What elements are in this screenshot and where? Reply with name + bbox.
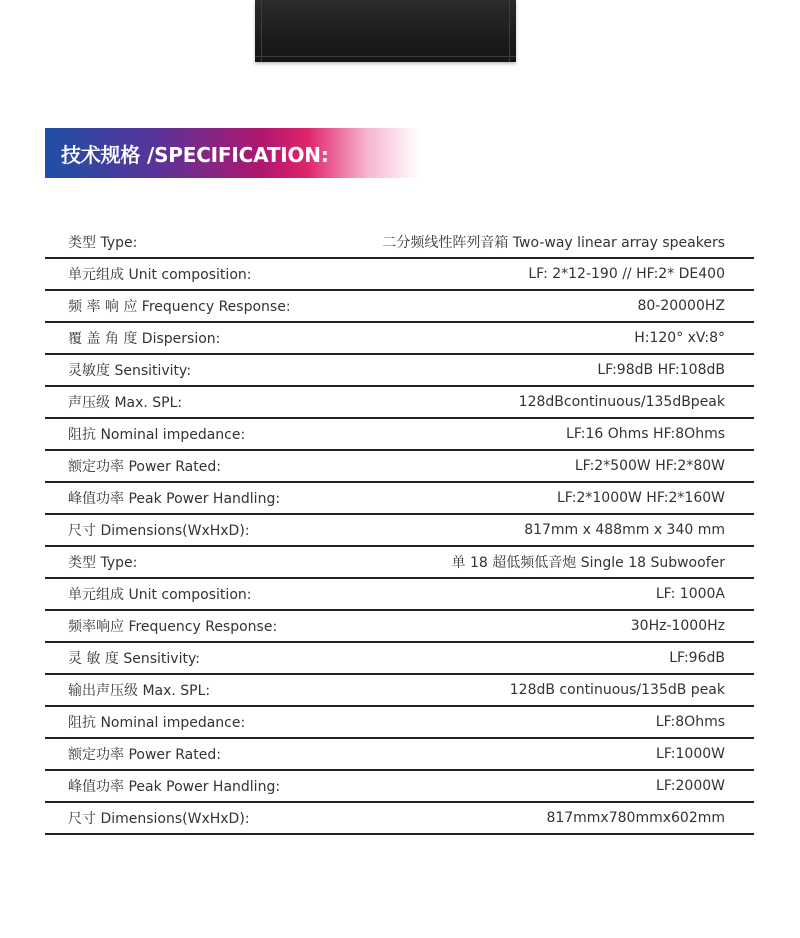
spec-row bbox=[45, 611, 754, 643]
spec-row bbox=[45, 547, 754, 579]
spec-row bbox=[45, 771, 754, 803]
spec-row bbox=[45, 803, 754, 835]
spec-label: 灵敏度 Sensitivity: bbox=[68, 363, 192, 379]
spec-header-banner bbox=[45, 128, 420, 178]
spec-label: 单元组成 Unit composition: bbox=[68, 587, 252, 603]
spec-row bbox=[45, 387, 754, 419]
spec-value: LF:2*1000W HF:2*160W bbox=[557, 490, 725, 506]
spec-label: 单元组成 Unit composition: bbox=[68, 267, 252, 283]
spec-value: 817mm x 488mm x 340 mm bbox=[524, 522, 725, 538]
spec-value: LF: 2*12-190 // HF:2* DE400 bbox=[528, 266, 725, 282]
spec-row bbox=[45, 291, 754, 323]
spec-value: LF:8Ohms bbox=[655, 714, 725, 730]
spec-row bbox=[45, 643, 754, 675]
spec-row bbox=[45, 739, 754, 771]
spec-value: LF:2*500W HF:2*80W bbox=[574, 458, 725, 474]
spec-row bbox=[45, 675, 754, 707]
spec-row bbox=[45, 226, 754, 259]
spec-label: 额定功率 Power Rated: bbox=[68, 459, 221, 475]
spec-value: 30Hz-1000Hz bbox=[630, 618, 725, 634]
spec-row bbox=[45, 707, 754, 739]
spec-value: 817mmx780mmx602mm bbox=[546, 810, 725, 826]
spec-header-title: 技术规格 /SPECIFICATION: bbox=[61, 143, 329, 167]
spec-value: LF:98dB HF:108dB bbox=[597, 362, 725, 378]
spec-value: H:120° xV:8° bbox=[634, 330, 725, 346]
spec-label: 灵 敏 度 Sensitivity: bbox=[68, 651, 200, 667]
spec-value: LF:96dB bbox=[669, 650, 725, 666]
spec-row bbox=[45, 419, 754, 451]
spec-label: 阻抗 Nominal impedance: bbox=[68, 715, 246, 731]
spec-row bbox=[45, 355, 754, 387]
spec-row bbox=[45, 579, 754, 611]
spec-row bbox=[45, 323, 754, 355]
spec-value: 单 18 超低频低音炮 Single 18 Subwoofer bbox=[451, 555, 725, 571]
spec-label: 额定功率 Power Rated: bbox=[68, 747, 221, 763]
spec-value: LF:2000W bbox=[656, 778, 725, 794]
spec-value: 80-20000HZ bbox=[637, 298, 725, 314]
spec-label: 类型 Type: bbox=[68, 555, 138, 571]
spec-value: 128dBcontinuous/135dBpeak bbox=[518, 394, 725, 410]
spec-row bbox=[45, 451, 754, 483]
product-image bbox=[255, 0, 516, 62]
spec-value: 128dB continuous/135dB peak bbox=[509, 682, 725, 698]
spec-table bbox=[45, 226, 754, 835]
spec-label: 输出声压级 Max. SPL: bbox=[68, 683, 211, 699]
spec-label: 尺寸 Dimensions(WxHxD): bbox=[68, 811, 250, 827]
spec-value: LF:16 Ohms HF:8Ohms bbox=[566, 426, 725, 442]
product-image-edge bbox=[261, 0, 262, 62]
spec-row bbox=[45, 483, 754, 515]
spec-value: 二分频线性阵列音箱 Two-way linear array speakers bbox=[382, 234, 725, 251]
spec-label: 覆 盖 角 度 Dispersion: bbox=[68, 331, 221, 347]
product-image-bottom-edge bbox=[255, 56, 516, 57]
spec-label: 峰值功率 Peak Power Handling: bbox=[68, 491, 281, 507]
spec-label: 尺寸 Dimensions(WxHxD): bbox=[68, 523, 250, 539]
spec-label: 峰值功率 Peak Power Handling: bbox=[68, 779, 281, 795]
product-image-edge bbox=[509, 0, 510, 62]
spec-row bbox=[45, 259, 754, 291]
spec-value: LF:1000W bbox=[656, 746, 725, 762]
spec-label: 声压级 Max. SPL: bbox=[68, 395, 183, 411]
spec-label: 频 率 响 应 Frequency Response: bbox=[68, 299, 291, 315]
spec-row bbox=[45, 515, 754, 547]
spec-value: LF: 1000A bbox=[655, 586, 725, 602]
spec-label: 类型 Type: bbox=[68, 234, 138, 251]
spec-label: 频率响应 Frequency Response: bbox=[68, 619, 278, 635]
spec-label: 阻抗 Nominal impedance: bbox=[68, 427, 246, 443]
